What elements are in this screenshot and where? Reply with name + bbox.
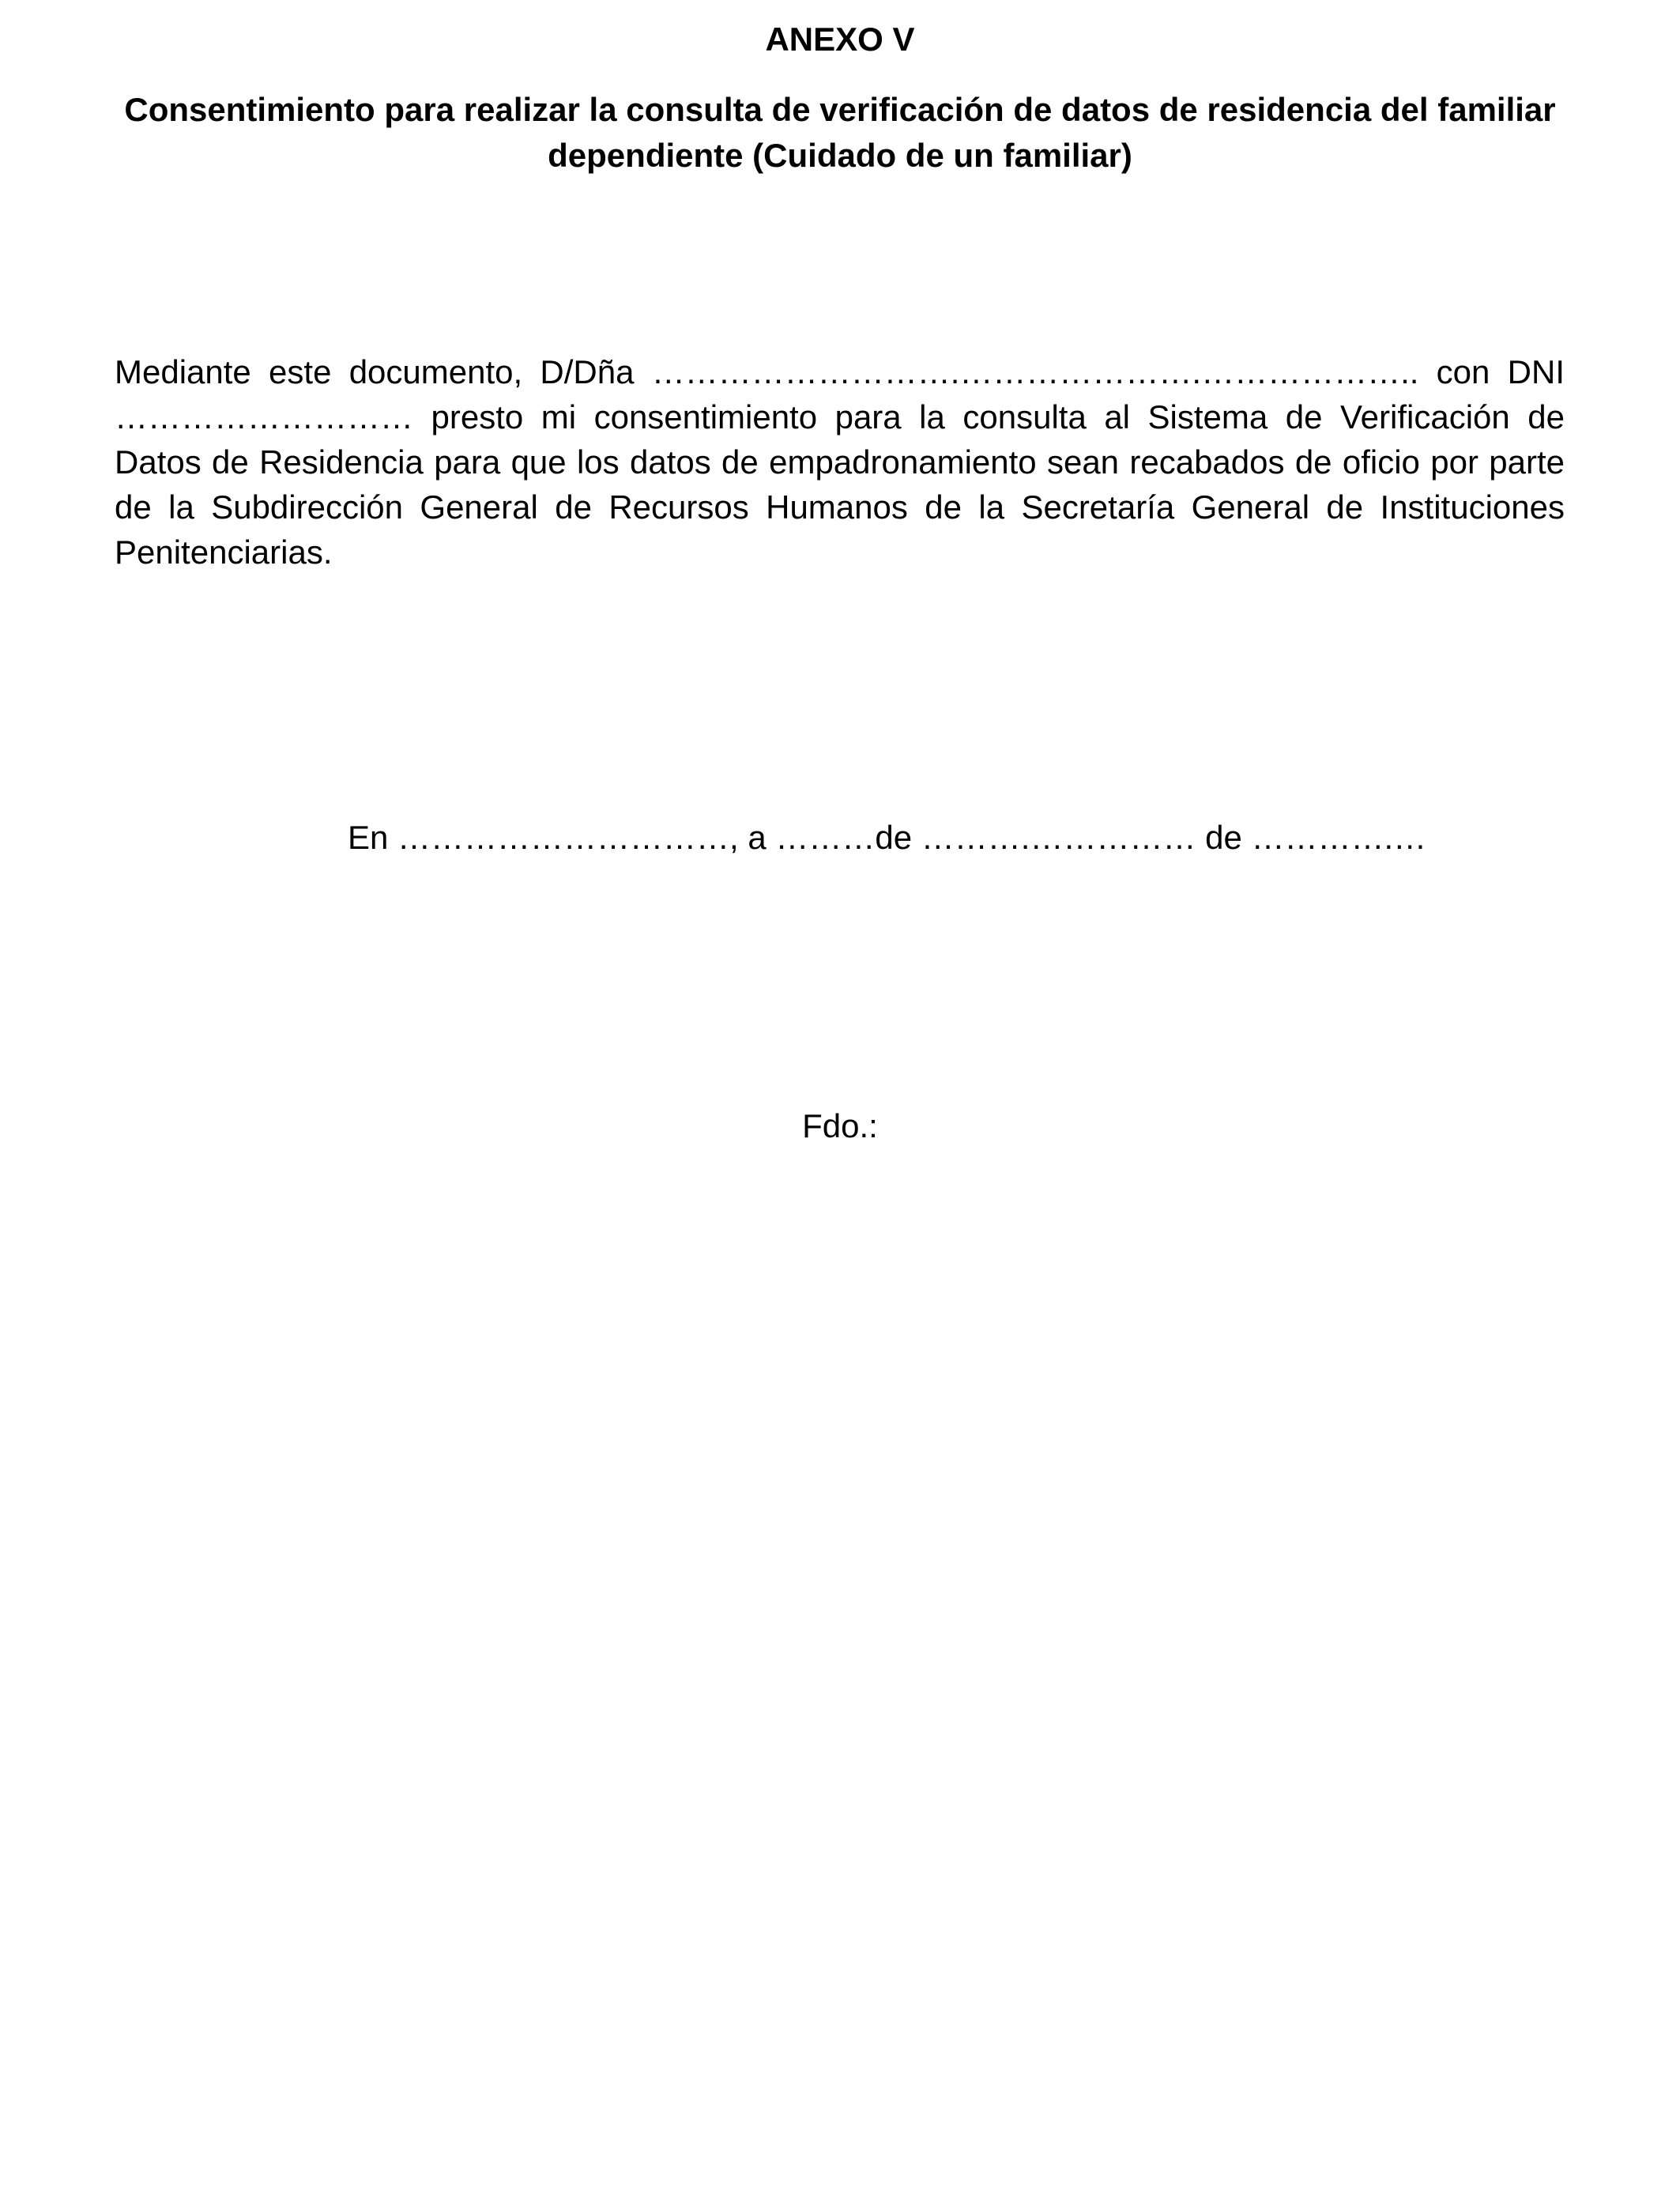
consent-paragraph: Mediante este documento, D/Dña ……………………….………………….……………….. con DNI ……………………… presto mi consentimiento para la consulta al Sistema de Verificación de Datos de Residencia para que los datos de empadronamiento sean recabados de oficio por parte de la Subdirección General de Recursos Humanos de la Secretaría General de Instituciones Penitenciarias. — [115, 353, 1565, 571]
annex-title: ANEXO V — [765, 21, 915, 58]
document-subtitle: Consentimiento para realizar la consulta de verificación de datos de residencia del familiar dependiente (Cuidado de un familiar) — [124, 91, 1556, 174]
place-date-line: En …………………………, a ………de ……….…………… de ………….… — [348, 819, 1427, 856]
signature-label: Fdo.: — [802, 1107, 878, 1144]
